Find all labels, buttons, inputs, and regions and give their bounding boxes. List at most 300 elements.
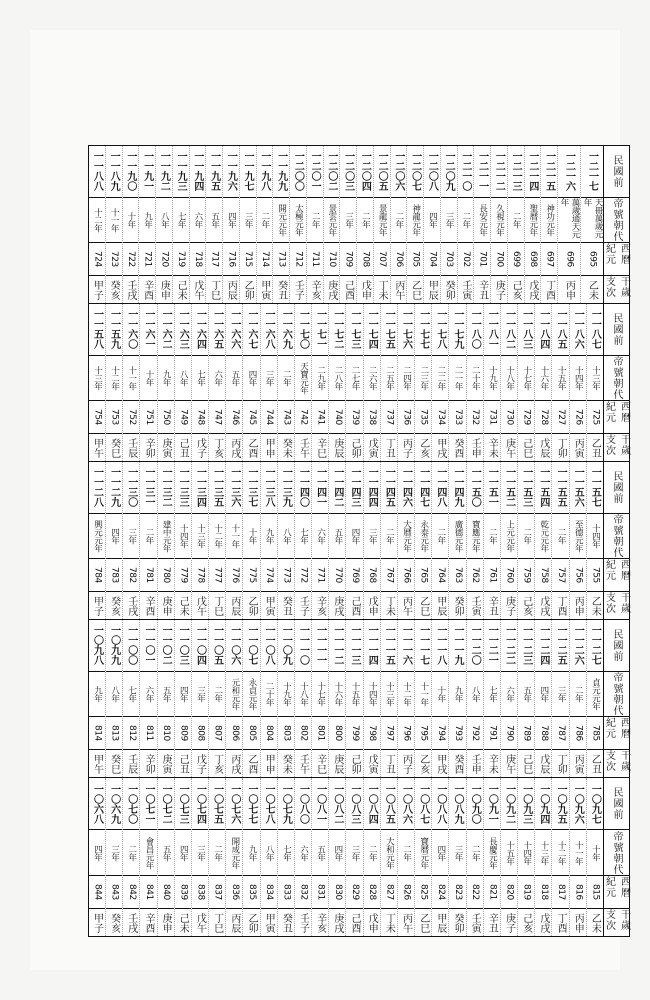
reign-cell: 二四年: [398, 356, 414, 402]
year-column: [483, 462, 500, 619]
year-column: [323, 146, 340, 303]
year-column: [414, 620, 431, 777]
reign-cell: 五年: [226, 356, 242, 402]
minguo-cell: 一一八五: [552, 304, 568, 356]
ad-cell: 720: [156, 243, 172, 276]
year-column: [363, 304, 380, 461]
year-columns: [89, 778, 603, 936]
year-column: [122, 304, 139, 461]
minguo-cell: 一一七四: [364, 304, 380, 356]
ganzhi-cell: 己亥: [520, 595, 532, 616]
year-column: [540, 146, 557, 303]
minguo-cell: 一一二六: [570, 620, 586, 672]
year-column: [500, 620, 517, 777]
ad-cell: 723: [106, 243, 122, 276]
minguo-cell: 一二〇六: [391, 146, 407, 198]
ganzhi-cell: 己未: [177, 595, 189, 616]
minguo-cell: 一〇九五: [552, 778, 568, 830]
minguo-cell: 一二〇二: [324, 146, 340, 198]
minguo-cell: 一一六六: [226, 304, 242, 356]
minguo-cell: 一二〇〇: [290, 146, 306, 198]
minguo-cell: 一一三九: [278, 462, 294, 514]
year-column: [205, 146, 222, 303]
reign-cell: 十一年: [106, 198, 122, 244]
ganzhi-cell: 丙午: [400, 595, 412, 616]
reign-cell: 二年: [307, 198, 323, 244]
year-column: [466, 304, 483, 461]
year-column: [260, 304, 277, 461]
reign-cell: 十七年: [518, 356, 534, 402]
year-column: [105, 778, 122, 936]
ad-cell: 754: [89, 401, 105, 434]
ad-cell: 742: [295, 401, 311, 434]
ganzhi-cell: 丙子: [400, 753, 412, 774]
reign-cell: 天寶元年: [295, 356, 311, 402]
year-column: [105, 620, 122, 777]
ad-cell: 738: [364, 401, 380, 434]
reign-cell: 久視元年: [491, 198, 507, 244]
minguo-cell: 一一五九: [106, 304, 122, 356]
header-minguo: 民國前: [604, 462, 629, 514]
ad-cell: 783: [106, 559, 122, 592]
reign-cell: 八年: [278, 514, 294, 560]
ad-cell: 781: [140, 559, 156, 592]
ganzhi-cell: 丁亥: [211, 437, 223, 458]
reign-cell: 二年: [552, 514, 568, 560]
table-block: [89, 620, 629, 778]
ganzhi-cell: 壬戌: [124, 279, 136, 300]
ad-cell: 834: [261, 876, 277, 909]
reign-cell: 四年: [329, 830, 345, 876]
ad-cell: 761: [484, 559, 500, 592]
ad-cell: 803: [278, 717, 294, 750]
ad-cell: 787: [552, 717, 568, 750]
ganzhi-cell: 丁丑: [383, 753, 395, 774]
ad-cell: 763: [449, 559, 465, 592]
reign-cell: 十四年: [570, 356, 586, 402]
year-column: [466, 462, 483, 619]
table-block: [89, 304, 629, 462]
year-column: [328, 778, 345, 936]
year-column: [239, 146, 256, 303]
minguo-cell: 一一七一: [312, 304, 328, 356]
ad-cell: 736: [398, 401, 414, 434]
reign-cell: 二九年: [312, 356, 328, 402]
year-column: [289, 146, 306, 303]
ganzhi-cell: 辛亥: [309, 279, 321, 300]
minguo-cell: 一二〇九: [441, 146, 457, 198]
minguo-cell: 一二〇五: [374, 146, 390, 198]
minguo-cell: 一一〇八: [261, 620, 277, 672]
reign-cell: 六年: [190, 198, 206, 244]
minguo-cell: 一二一四: [525, 146, 541, 198]
minguo-cell: 一〇八九: [449, 778, 465, 830]
header-column: [603, 620, 629, 777]
ad-cell: 824: [432, 876, 448, 909]
ganzhi-cell: 癸亥: [108, 912, 120, 933]
ganzhi-cell: 庚寅: [160, 753, 172, 774]
year-column: [551, 620, 568, 777]
header-column: [603, 146, 629, 303]
ganzhi-cell: 庚辰: [331, 437, 343, 458]
year-column: [328, 620, 345, 777]
year-column: [380, 462, 397, 619]
ganzhi-cell: 辛酉: [141, 279, 153, 300]
header-ad: 西曆紀元: [604, 717, 629, 750]
reign-cell: 十年: [140, 356, 156, 402]
minguo-cell: 一一九二: [156, 146, 172, 198]
reign-cell: 九年: [139, 198, 155, 244]
reign-cell: 十年: [123, 198, 139, 244]
ad-cell: 741: [312, 401, 328, 434]
reign-cell: 建中元年: [158, 514, 174, 560]
ganzhi-cell: 甲子: [91, 912, 103, 933]
minguo-cell: 一〇八八: [432, 778, 448, 830]
header-ad: 西曆紀元: [604, 559, 629, 592]
ad-cell: 749: [175, 401, 191, 434]
reign-cell: 大曆元年: [398, 514, 414, 560]
year-column: [89, 778, 105, 936]
ganzhi-cell: 癸未: [280, 753, 292, 774]
table-block: [89, 778, 629, 936]
reign-cell: 八年: [467, 672, 483, 718]
ganzhi-cell: 庚申: [160, 912, 172, 933]
reign-cell: 永貞元年: [243, 672, 259, 718]
ad-cell: 786: [570, 717, 586, 750]
minguo-cell: 一一九六: [223, 146, 239, 198]
reign-cell: 二年: [484, 514, 500, 560]
reign-cell: 八年: [175, 356, 191, 402]
ad-cell: 843: [106, 876, 122, 909]
minguo-cell: 一一四五: [381, 462, 397, 514]
year-column: [397, 304, 414, 461]
ad-cell: 734: [432, 401, 448, 434]
reign-cell: 四年: [243, 356, 259, 402]
minguo-cell: 一〇九一: [484, 778, 500, 830]
ad-cell: 811: [140, 717, 156, 750]
minguo-cell: 一一八六: [570, 304, 586, 356]
year-column: [363, 620, 380, 777]
ganzhi-cell: 辛酉: [142, 595, 154, 616]
year-column: [105, 146, 122, 303]
reign-cell: 二年: [209, 672, 225, 718]
header-ganzhi: 干歲支次: [603, 909, 630, 931]
year-column: [122, 146, 139, 303]
reign-cell: 十三年: [587, 356, 603, 402]
ganzhi-cell: 丁丑: [383, 437, 395, 458]
year-column: [423, 146, 440, 303]
minguo-cell: 一一三三: [175, 462, 191, 514]
minguo-cell: 一一九〇: [123, 146, 139, 198]
minguo-cell: 一一五四: [535, 462, 551, 514]
header-reign: 帝號朝代: [604, 356, 629, 402]
minguo-cell: 一一〇一: [140, 620, 156, 672]
ad-cell: 726: [570, 401, 586, 434]
reign-cell: 九年: [449, 672, 465, 718]
year-column: [517, 462, 534, 619]
minguo-cell: 一一七七: [415, 304, 431, 356]
ganzhi-cell: 丁未: [383, 595, 395, 616]
minguo-cell: 一〇九八: [89, 620, 105, 672]
minguo-cell: 一〇七一: [140, 778, 156, 830]
reign-cell: 十四年: [587, 514, 603, 560]
year-column: [122, 620, 139, 777]
ad-cell: 778: [192, 559, 208, 592]
ganzhi-cell: 丁卯: [555, 437, 567, 458]
minguo-cell: 一一八〇: [467, 304, 483, 356]
reign-cell: 七年: [295, 514, 311, 560]
ad-cell: 774: [261, 559, 277, 592]
minguo-cell: 一二一三: [508, 146, 524, 198]
ad-cell: 744: [261, 401, 277, 434]
reign-cell: 二七年: [346, 356, 362, 402]
ganzhi-cell: 己丑: [177, 437, 189, 458]
reign-cell: 十三年: [381, 672, 397, 718]
reign-cell: 十三年: [535, 830, 551, 876]
year-column: [466, 620, 483, 777]
ad-cell: 700: [491, 243, 507, 276]
ad-cell: 818: [535, 876, 551, 909]
minguo-cell: 一一八四: [535, 304, 551, 356]
reign-cell: 三年: [441, 198, 457, 244]
year-column: [517, 778, 534, 936]
reign-cell: 十一年: [570, 830, 586, 876]
ganzhi-cell: 戊午: [194, 912, 206, 933]
reign-cell: 三年: [340, 198, 356, 244]
ad-cell: 807: [209, 717, 225, 750]
year-column: [569, 778, 586, 936]
year-column: [500, 462, 517, 619]
reign-cell: 興元元年: [89, 514, 105, 560]
minguo-cell: 一一九四: [190, 146, 206, 198]
minguo-cell: 一二〇一: [307, 146, 323, 198]
ad-cell: 790: [501, 717, 517, 750]
year-column: [222, 146, 239, 303]
year-column: [260, 620, 277, 777]
minguo-cell: 一一九五: [206, 146, 222, 198]
reign-cell: 七年: [278, 830, 294, 876]
reign-cell: 二年: [140, 514, 156, 560]
header-minguo: 民國前: [604, 778, 629, 830]
reign-cell: 五年: [158, 672, 174, 718]
minguo-cell: 一一三二: [158, 462, 174, 514]
year-column: [174, 304, 191, 461]
minguo-cell: 一〇九三: [518, 778, 534, 830]
ganzhi-cell: 戊辰: [537, 437, 549, 458]
reign-cell: 長安元年: [474, 198, 490, 244]
year-column: [311, 778, 328, 936]
ad-cell: 718: [190, 243, 206, 276]
reign-cell: 三年: [346, 830, 362, 876]
ad-cell: 704: [424, 243, 440, 276]
year-column: [534, 778, 551, 936]
table-block: [89, 146, 629, 304]
year-column: [431, 620, 448, 777]
ad-cell: 795: [415, 717, 431, 750]
minguo-cell: 一一五六: [570, 462, 586, 514]
ad-cell: 780: [158, 559, 174, 592]
minguo-cell: 一一一二: [329, 620, 345, 672]
year-column: [569, 304, 586, 461]
ad-cell: 713: [273, 243, 289, 276]
reign-cell: 四年: [106, 514, 122, 560]
minguo-cell: 一〇七七: [243, 778, 259, 830]
ad-cell: 771: [312, 559, 328, 592]
reign-cell: 十六年: [535, 356, 551, 402]
year-column: [345, 620, 362, 777]
ad-cell: 814: [89, 717, 105, 750]
minguo-cell: 一〇九二: [501, 778, 517, 830]
reign-cell: 五年: [206, 198, 222, 244]
ad-cell: 750: [158, 401, 174, 434]
ad-cell: 728: [535, 401, 551, 434]
header-minguo: 民國前: [604, 146, 629, 198]
ad-cell: 835: [243, 876, 259, 909]
minguo-cell: 一〇七八: [261, 778, 277, 830]
ad-cell: 776: [226, 559, 242, 592]
ad-cell: 813: [106, 717, 122, 750]
minguo-cell: 一一二二: [501, 620, 517, 672]
ganzhi-cell: 癸酉: [452, 437, 464, 458]
reign-cell: 六年: [312, 514, 328, 560]
reign-cell: 十二年: [398, 672, 414, 718]
ad-cell: 770: [329, 559, 345, 592]
year-column: [89, 304, 105, 461]
reign-cell: 二一年: [449, 356, 465, 402]
ganzhi-cell: 乙酉: [245, 437, 257, 458]
ganzhi-cell: 庚子: [493, 279, 505, 300]
minguo-cell: 一〇八四: [364, 778, 380, 830]
reign-cell: 聖曆元年: [525, 198, 541, 244]
ganzhi-cell: 庚戌: [331, 595, 343, 616]
ad-cell: 784: [89, 559, 105, 592]
ganzhi-cell: 戊辰: [537, 753, 549, 774]
reign-cell: 十年: [587, 830, 603, 876]
minguo-cell: 一一八一: [484, 304, 500, 356]
reign-cell: 九年: [243, 830, 259, 876]
year-column: [225, 778, 242, 936]
ad-cell: 789: [518, 717, 534, 750]
ganzhi-cell: 己酉: [349, 912, 361, 933]
header-column: [603, 778, 629, 936]
ganzhi-cell: 辛丑: [486, 595, 498, 616]
ganzhi-cell: 乙巳: [409, 279, 421, 300]
ganzhi-cell: 乙巳: [417, 595, 429, 616]
minguo-cell: 一〇八六: [398, 778, 414, 830]
ad-cell: 719: [173, 243, 189, 276]
reign-cell: 乾元元年: [535, 514, 551, 560]
ad-cell: 833: [278, 876, 294, 909]
ad-cell: 756: [570, 559, 586, 592]
table-block: [89, 462, 629, 620]
ganzhi-cell: 戊申: [366, 595, 378, 616]
ganzhi-cell: 甲申: [263, 437, 275, 458]
minguo-cell: 一〇八〇: [295, 778, 311, 830]
ganzhi-cell: 乙酉: [245, 753, 257, 774]
year-column: [172, 146, 189, 303]
reign-cell: 永泰元年: [415, 514, 431, 560]
year-column: [448, 620, 465, 777]
reign-cell: 十年: [432, 672, 448, 718]
ad-cell: 753: [106, 401, 122, 434]
reign-cell: 四年: [175, 830, 191, 876]
ad-cell: 799: [346, 717, 362, 750]
ganzhi-cell: 乙卯: [245, 912, 257, 933]
year-column: [586, 620, 603, 777]
minguo-cell: 一二一七: [581, 146, 603, 198]
reign-cell: 十二年: [209, 514, 225, 560]
ad-cell: 831: [312, 876, 328, 909]
ganzhi-cell: 丁未: [376, 279, 388, 300]
minguo-cell: 一〇六九: [106, 778, 122, 830]
year-column: [89, 146, 105, 303]
ganzhi-cell: 癸卯: [452, 595, 464, 616]
reign-cell: 寶曆元年: [415, 830, 431, 876]
ad-cell: 800: [329, 717, 345, 750]
minguo-cell: 一一二七: [587, 620, 603, 672]
ganzhi-cell: 己卯: [349, 437, 361, 458]
minguo-cell: 一一七六: [398, 304, 414, 356]
reign-cell: 元和元年: [226, 672, 242, 718]
ad-cell: 802: [295, 717, 311, 750]
year-columns: [89, 304, 603, 461]
year-column: [157, 620, 174, 777]
ad-cell: 816: [570, 876, 586, 909]
ad-cell: 792: [467, 717, 483, 750]
reign-cell: 四年: [432, 830, 448, 876]
year-column: [105, 304, 122, 461]
year-column: [272, 146, 289, 303]
year-column: [122, 462, 139, 619]
ganzhi-cell: 辛巳: [314, 437, 326, 458]
ad-cell: 721: [139, 243, 155, 276]
ad-cell: 747: [209, 401, 225, 434]
ganzhi-cell: 戊戌: [537, 595, 549, 616]
ad-cell: 760: [501, 559, 517, 592]
ganzhi-cell: 丙申: [572, 912, 584, 933]
year-column: [483, 620, 500, 777]
ganzhi-cell: 壬申: [469, 437, 481, 458]
minguo-cell: 一一六一: [140, 304, 156, 356]
year-column: [551, 462, 568, 619]
minguo-cell: 一一〇四: [192, 620, 208, 672]
ganzhi-cell: 壬辰: [125, 753, 137, 774]
minguo-cell: 一一六二: [158, 304, 174, 356]
minguo-cell: 一一七八: [432, 304, 448, 356]
ad-cell: 821: [484, 876, 500, 909]
ganzhi-cell: 甲子: [91, 595, 103, 616]
ganzhi-cell: 丁亥: [211, 753, 223, 774]
ad-cell: 779: [175, 559, 191, 592]
ganzhi-cell: 甲寅: [263, 595, 275, 616]
year-column: [406, 146, 423, 303]
minguo-cell: 一一一七: [415, 620, 431, 672]
minguo-cell: 一一〇〇: [123, 620, 139, 672]
ad-cell: 730: [501, 401, 517, 434]
minguo-cell: 一〇九〇: [467, 778, 483, 830]
ad-cell: 785: [587, 717, 603, 750]
ad-cell: 823: [449, 876, 465, 909]
ad-cell: 808: [192, 717, 208, 750]
year-column: [242, 462, 259, 619]
minguo-cell: 一一六〇: [123, 304, 139, 356]
year-column: [397, 778, 414, 936]
minguo-cell: 一一〇七: [243, 620, 259, 672]
ganzhi-cell: 壬寅: [469, 595, 481, 616]
year-column: [448, 462, 465, 619]
minguo-cell: 一一四二: [329, 462, 345, 514]
minguo-cell: 一一三七: [243, 462, 259, 514]
